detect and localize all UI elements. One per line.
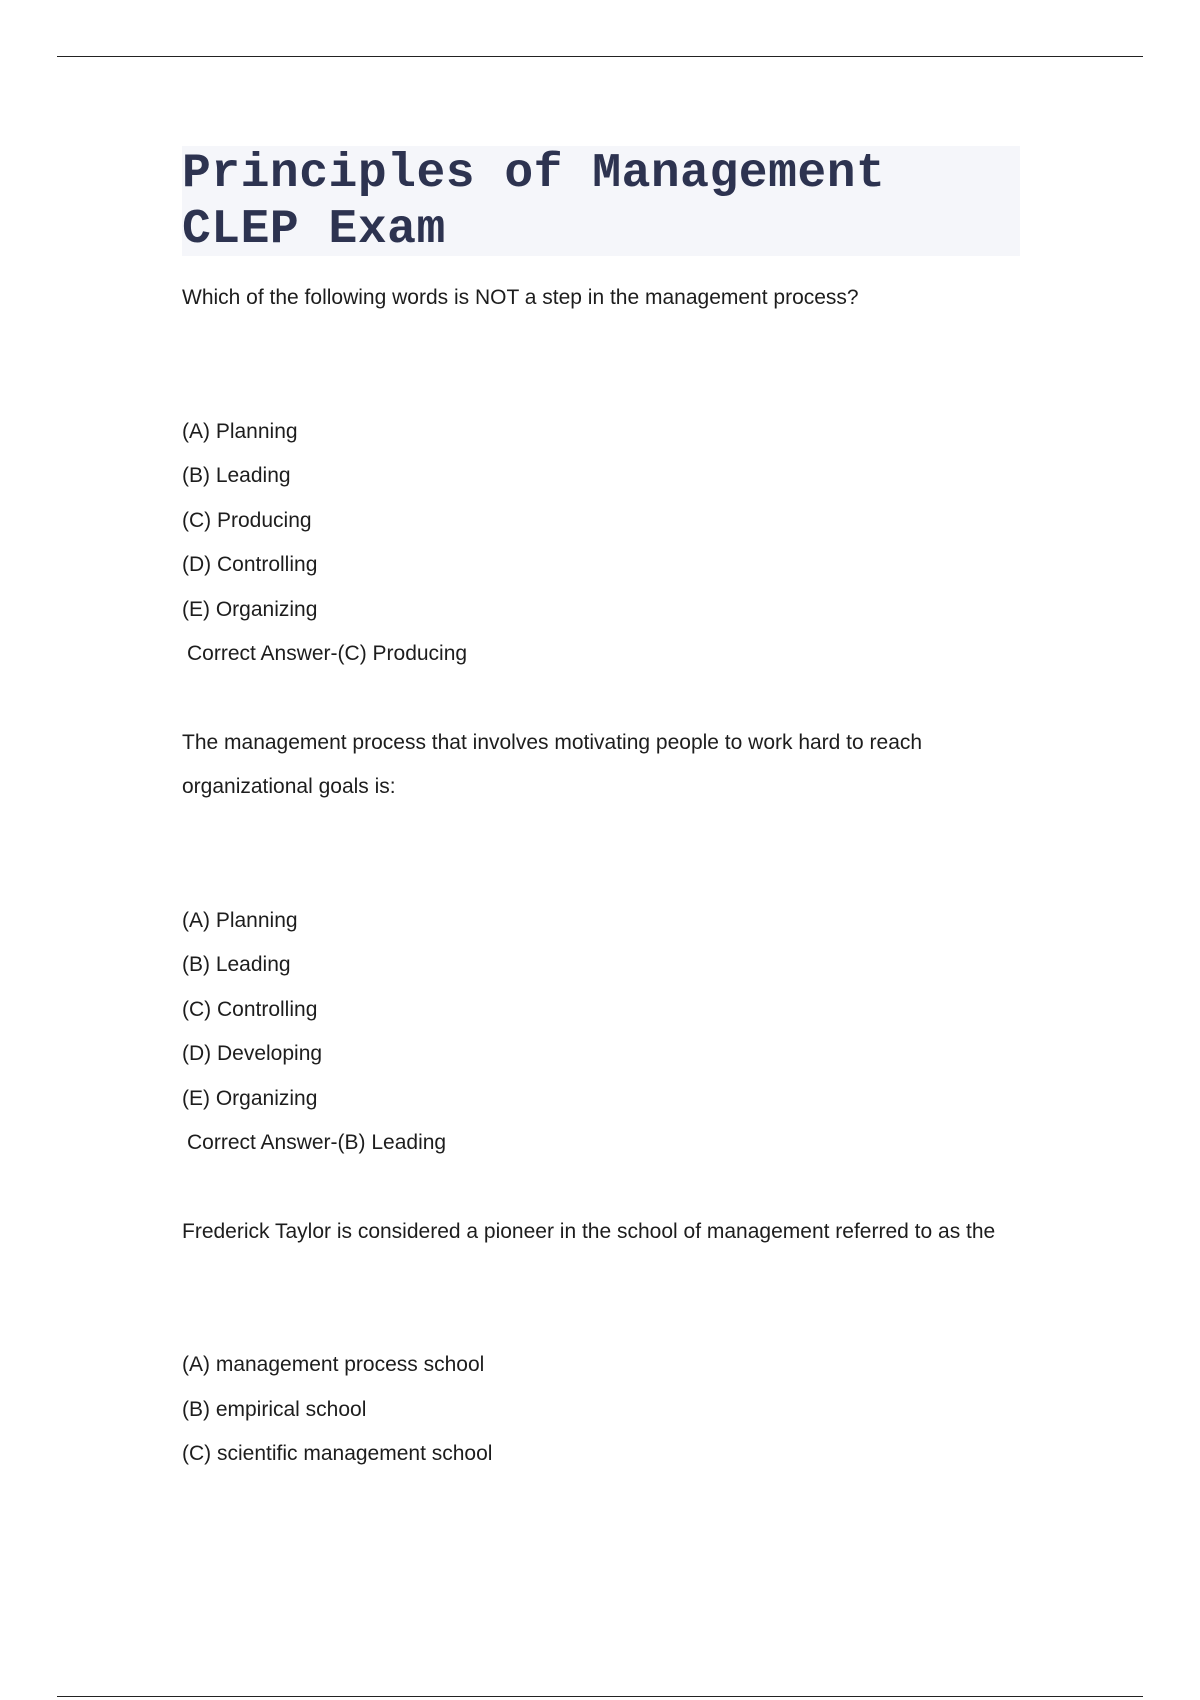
question-block [182, 276, 1022, 677]
bottom-rule [57, 1696, 1143, 1697]
title-line-2: CLEP Exam [182, 203, 446, 257]
option-list [182, 410, 1022, 633]
correct-answer: Correct Answer-(C) Producing [187, 642, 468, 665]
option-list [182, 1343, 1022, 1477]
question-text: Frederick Taylor is considered a pioneer in the school of management referred to as the [182, 1219, 996, 1243]
option-item: (D) Developing [182, 1042, 323, 1065]
page-title [182, 146, 1020, 258]
option-item: (B) empirical school [182, 1397, 367, 1421]
option-list [182, 899, 1022, 1122]
document-body [182, 146, 1022, 1477]
title-banner [182, 146, 1020, 256]
option-item: (B) Leading [182, 953, 291, 976]
question-block [182, 1210, 1022, 1477]
question-text: Which of the following words is NOT a step in the management process? [182, 286, 859, 309]
option-item: (A) management process school [182, 1353, 485, 1376]
question-text: The management process that involves motivating people to work hard to reach organizational goals is: [182, 730, 923, 798]
title-line-1: Principles of Management [182, 147, 886, 201]
question-block [182, 721, 1022, 1166]
option-item: (E) Organizing [182, 597, 318, 621]
option-item: (C) Producing [182, 508, 312, 532]
option-item: (C) scientific management school [182, 1442, 493, 1465]
option-item: (A) Planning [182, 419, 298, 443]
option-item: (C) Controlling [182, 997, 318, 1021]
top-rule [57, 56, 1143, 57]
option-item: (D) Controlling [182, 553, 318, 576]
option-item: (A) Planning [182, 908, 298, 932]
correct-answer: Correct Answer-(B) Leading [187, 1131, 447, 1154]
option-item: (E) Organizing [182, 1086, 318, 1110]
option-item: (B) Leading [182, 464, 291, 487]
